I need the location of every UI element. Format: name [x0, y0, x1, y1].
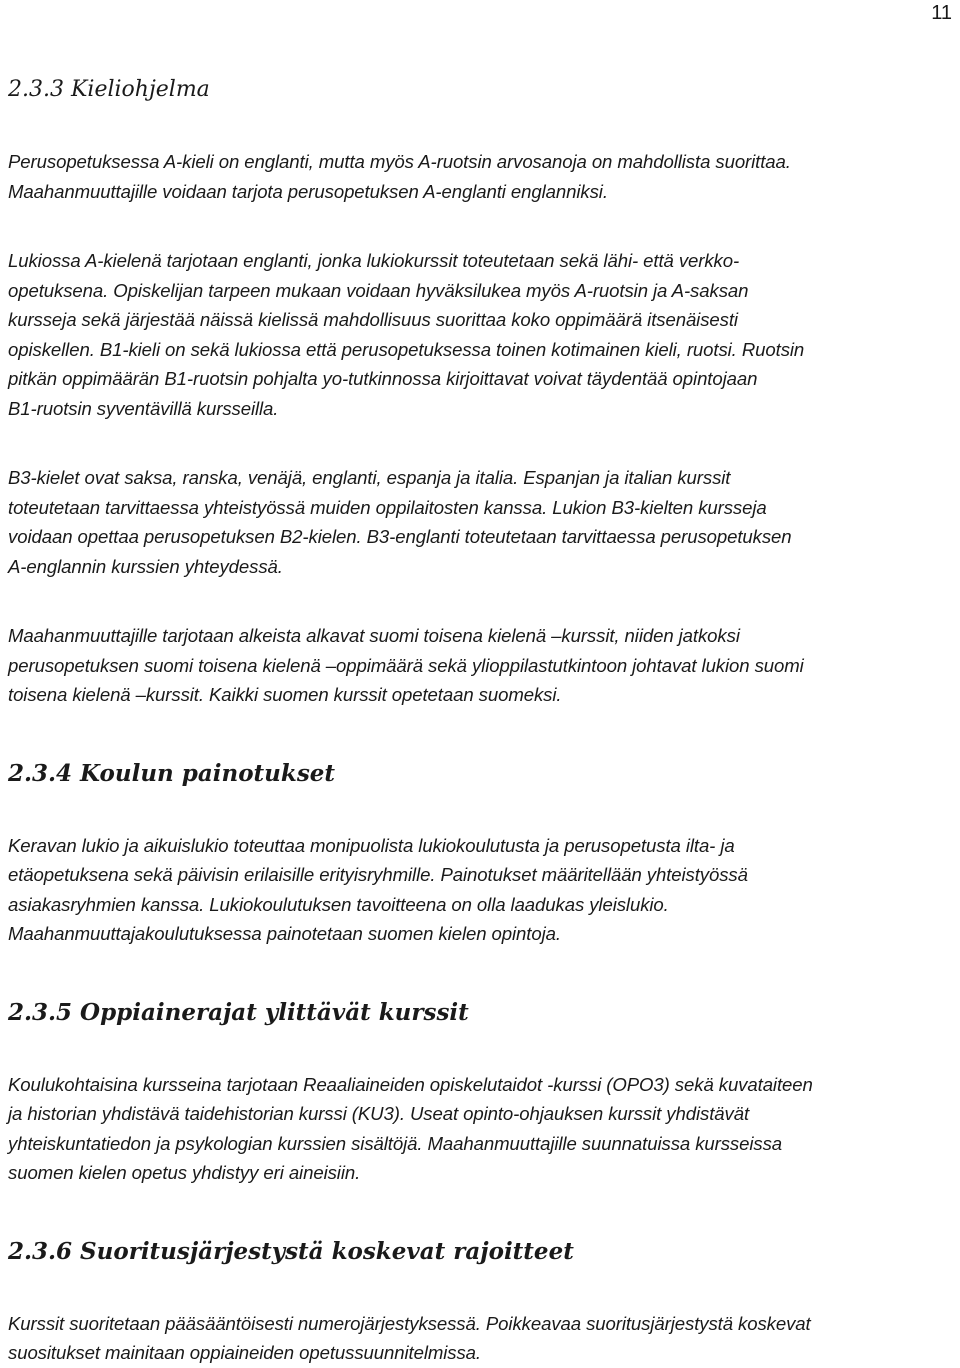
section-heading-2-3-4: 2.3.4 Koulun painotukset: [8, 759, 336, 787]
text-line: A-englannin kurssien yhteydessä.: [8, 555, 283, 577]
paragraph: [8, 1070, 958, 1188]
page-number: 11: [931, 2, 952, 24]
text-line: perusopetuksen suomi toisena kielenä –oppimäärä sekä ylioppilastutkintoon johtavat lukion suomi: [8, 654, 804, 676]
section-heading-2-3-6: 2.3.6 Suoritusjärjestystä koskevat rajoitteet: [8, 1237, 574, 1265]
text-line: suositukset mainitaan oppiaineiden opetussuunnitelmissa.: [8, 1342, 481, 1363]
document-body: [8, 70, 958, 1368]
text-line: suomen kielen opetus yhdistyy eri aineisiin.: [8, 1162, 361, 1183]
paragraph: [8, 246, 958, 423]
text-line: Kurssit suoritetaan pääsääntöisesti numerojärjestyksessä. Poikkeavaa suoritusjärjestystä koskevat: [8, 1312, 811, 1334]
text-line: toisena kielenä –kurssit. Kaikki suomen kurssit opetetaan suomeksi.: [8, 684, 562, 705]
text-line: yhteiskuntatiedon ja psykologian kurssien sisältöjä. Maahanmuuttajille suunnatuissa kursseissa: [8, 1132, 783, 1154]
section-heading-2-3-3: 2.3.3 Kieliohjelma: [8, 77, 210, 102]
text-line: Perusopetuksessa A-kieli on englanti, mutta myös A-ruotsin arvosanoja on mahdollista suorittaa.: [8, 151, 791, 172]
text-line: voidaan opettaa perusopetuksen B2-kielen. B3-englanti toteutetaan tarvittaessa perusopetuksen: [8, 526, 792, 547]
paragraph: [8, 463, 958, 581]
text-line: kursseja sekä järjestää näissä kielissä mahdollisuus suorittaa koko oppimäärä itsenäisesti: [8, 309, 738, 330]
text-line: Maahanmuuttajille voidaan tarjota perusopetuksen A-englanti englanniksi.: [8, 180, 608, 202]
text-line: opiskellen. B1-kieli on sekä lukiossa että perusopetuksessa toinen kotimainen kieli, ruotsi. Ruotsin: [8, 338, 805, 360]
text-line: toteutetaan tarvittaessa yhteistyössä muiden oppilaitosten kanssa. Lukion B3-kielten kursseja: [8, 496, 767, 518]
text-line: Maahanmuuttajakoulutuksessa painotetaan suomen kielen opintoja.: [8, 923, 561, 944]
section-heading-2-3-5: 2.3.5 Oppiainerajat ylittävät kurssit: [8, 998, 469, 1026]
paragraph: [8, 147, 958, 206]
text-line: opetuksena. Opiskelijan tarpeen mukaan voidaan hyväksilukea myös A-ruotsin ja A-saksan: [8, 279, 749, 301]
text-line: pitkän oppimäärän B1-ruotsin pohjalta yo-tutkinnossa kirjoittavat voivat täydentää opintojaan: [8, 368, 758, 389]
text-line: Koulukohtaisina kursseina tarjotaan Reaaliaineiden opiskelutaidot -kurssi (OPO3) sekä kuvataiteen: [8, 1073, 813, 1095]
paragraph: [8, 831, 958, 949]
text-line: Lukiossa A-kielenä tarjotaan englanti, jonka lukiokurssit toteutetaan sekä lähi- että verkko-: [8, 250, 740, 271]
text-line: Keravan lukio ja aikuislukio toteuttaa monipuolista lukiokoulutusta ja perusopetusta ilta- ja: [8, 834, 735, 856]
text-line: etäopetuksena sekä päivisin erilaisille erityisryhmille. Painotukset määritellään yhteistyössä: [8, 864, 748, 885]
text-line: B1-ruotsin syventävillä kursseilla.: [8, 397, 279, 419]
text-line: ja historian yhdistävä taidehistorian kurssi (KU3). Useat opinto-ohjauksen kurssit yhdistävät: [8, 1103, 750, 1124]
paragraph: [8, 1309, 958, 1368]
paragraph: [8, 621, 958, 710]
text-line: asiakasryhmien kanssa. Lukiokoulutuksen tavoitteena on olla laadukas yleislukio.: [8, 893, 669, 915]
text-line: Maahanmuuttajille tarjotaan alkeista alkavat suomi toisena kielenä –kurssit, niiden jatkoksi: [8, 625, 740, 646]
text-line: B3-kielet ovat saksa, ranska, venäjä, englanti, espanja ja italia. Espanjan ja italian kurssit: [8, 467, 731, 488]
